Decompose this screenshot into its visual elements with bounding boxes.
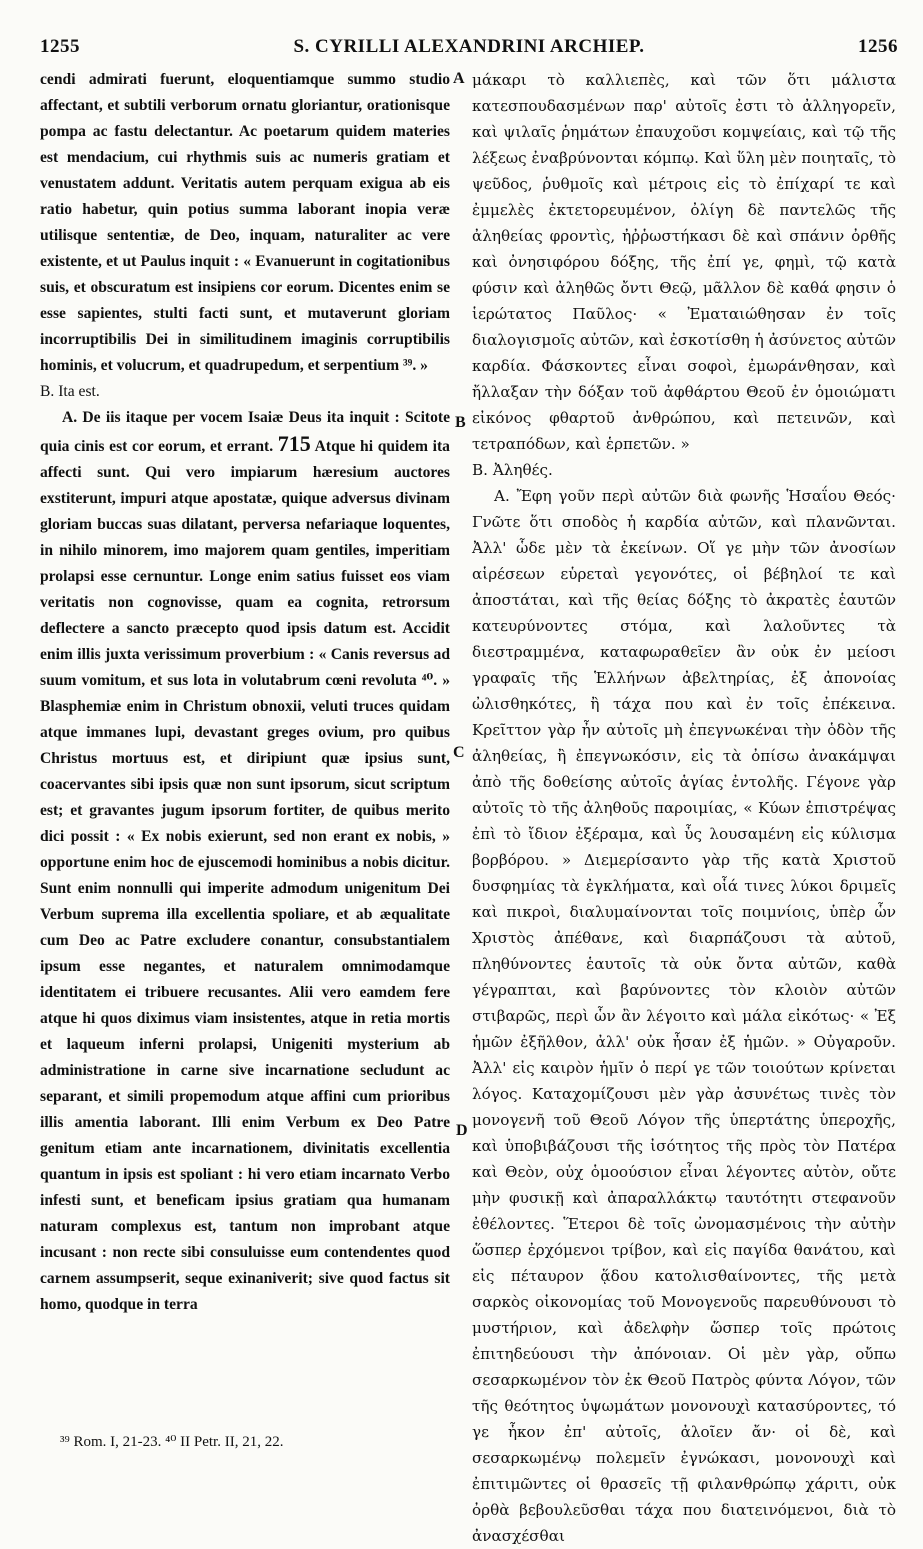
latin-paragraph-2 [40,405,450,1318]
latin-paragraph-2-start: A. De iis itaque per vocem Isaiæ Deus ita inquit : Scitote quia cinis est cor eorum, et errant. [40,409,450,455]
running-header [40,36,898,62]
latin-column [40,67,450,1318]
greek-speaker-b: B. Ἀληθές. [472,461,553,479]
running-title: S. CYRILLI ALEXANDRINI ARCHIEP. [293,36,645,57]
latin-paragraph-2-rest: Atque hi quidem ita affecti sunt. Qui vero impiarum hæresium auctores exstiterunt, impuri atque apostatæ, quique adversus divinam gloriam buccas suas dilatant, perversa nefariaque loquentes, in nihilo minorem, imo majorem quam gentiles, imperitiam prolapsi esse cernuntur. Longe enim satius fuisset eos viam veritatis non cognovisse, quam ea cognita, retrorsum deflectere a sancto præcepto quod ipsis datum est. Accidit enim illis juxta verissimum proverbium : « Canis reversus ad suum vomitum, et sus lota in volutabrum cœni revoluta ⁴⁰. » Blasphemiæ enim in Christum obnoxii, veluti truces quidam atque immanes lupi, devastant greges ovium, pro quibus Christus mortuus est, et diripiunt quæ ipsius sunt, coacervantes sibi ipsis quæ non sunt ipsorum, sicut scriptum est; et gravantes jugum ipsorum fortiter, de quibus merito dici possit : « Ex nobis exierunt, sed non erant ex nobis, » opportune enim hoc de ejuscemodi hominibus a nobis dicitur. Sunt enim nonnulli qui imperite admodum unigenitum Dei Verbum suprema illa excellentia spoliare, et ab æqualitate cum Deo ac Patre excludere conantur, consubstantialem ipsum esse negantes, et naturalem omnimodamque identitatem ei tribuere recusantes. Alii vero eamdem fere atque hi quos diximus viam insistentes, atque in retia mortis et laqueum inferni prolapsi, Unigeniti mysterium ab administratione in carne sive incarnatione secludunt ac separant, et simili propemodum atque affini cum prioribus illis amentia laborant. Illi enim Verbum ex Deo Patre genitum etiam ante incarnationem, divinitatis excellentia quantum in ipsis est spoliant : hi vero etiam incarnato Verbo infesti sunt, et beneficam ipsius gratiam qua humanam naturam complexus est, tantum non improbant atque incusant : non recte sibi consuluisse eum contendentes quod carnem assumpserit, seque exinaniverit; sive quod factus sit homo, quodque in terra [40,438,450,1313]
margin-marker-a: A [453,70,465,87]
margin-marker-d: D [456,1122,468,1139]
page-number-left: 1255 [40,36,80,57]
margin-marker-b: B [455,414,466,431]
column-number: 715 [277,431,311,456]
footnotes: ³⁹ Rom. I, 21-23. ⁴⁰ II Petr. II, 21, 22. [60,1434,284,1450]
margin-marker-c: C [453,744,465,761]
page-number-right: 1256 [858,36,898,57]
greek-paragraph-1: μάκαρι τὸ καλλιεπὲς, καὶ τῶν ὅτι μάλιστα κατεσπουδασμένων παρ' αὐτοῖς ἐστι τὸ ἀλληγορεῖν, καὶ ψιλαῖς ῥημάτων ἐπαυχοῦσι κομψείαις, καὶ τῷ τῆς λέξεως ἐναβρύνονται κόμπῳ. Καὶ ὕλη μὲν ποιηταῖς, τὸ ψεῦδος, ῥυθμοῖς καὶ μέτροις εἰς τὸ ἐπίχαρί τε καὶ ἐμμελὲς ἐκτετορευμένον, ὀλίγη δὲ παντελῶς τῆς ἀληθείας φροντὶς, ἠῤῥωστήκασι δὲ καὶ σπάνιν ὀρθῆς καὶ ὀνησιφόρου δόξης, τῆς ἐπί γε, φημὶ, τῷ κατὰ φύσιν καὶ ἀληθῶς ὄντι Θεῷ, μᾶλλον δὲ καθά φησιν ὁ ἱερώτατος Παῦλος· « Ἐματαιώθησαν ἐν τοῖς διαλογισμοῖς αὐτῶν, καὶ ἐσκοτίσθη ἡ ἀσύνετος αὐτῶν καρδία. Φάσκοντες εἶναι σοφοὶ, ἐμωράνθησαν, καὶ ἤλλαξαν τὴν δόξαν τοῦ ἀφθάρτου Θεοῦ ἐν ὁμοιώματι εἰκόνος φθαρτοῦ ἀνθρώπου, καὶ πετεινῶν, καὶ τετραπόδων, καὶ ἑρπετῶν. » [472,71,896,453]
latin-speaker-b: B. Ita est. [40,383,100,400]
greek-paragraph-2: A. Ἔφη γοῦν περὶ αὐτῶν διὰ φωνῆς Ἡσαΐου Θεός· Γνῶτε ὅτι σποδὸς ἡ καρδία αὐτῶν, καὶ πλανῶνται. Ἀλλ' ὧδε μὲν τὰ ἐκείνων. Οἵ γε μὴν τῶν ἀνοσίων αἱρέσεων εὑρεταὶ γεγονότες, οἱ βέβηλοί τε καὶ ἀποστάται, καὶ τῆς θείας δόξης τὸ ἀκρατὲς ἑαυτῶν κατευρύνοντες στόμα, καὶ λαλοῦντες τὰ διεστραμμένα, καταφωραθεῖεν ἂν οὐκ ἐν μείοσι γραφαῖς τῆς Ἑλλήνων ἀβελτηρίας, ἐξ ἀπονοίας ὠλισθηκότες, ἢ τάχα που καὶ ἐν τοῖς ἐπέκεινα. Κρεῖττον γὰρ ἦν αὐτοῖς μὴ ἐπεγνωκέναι τὴν ὁδὸν τῆς ἀληθείας, ἢ ἐπεγνωκόσιν, εἰς τὰ ὀπίσω ἀνακάμψαι ἀπὸ τῆς δοθείσης αὐτοῖς ἁγίας ἐντολῆς. Γέγονε γὰρ αὐτοῖς τὸ τῆς ἀληθοῦς παροιμίας, « Κύων ἐπιστρέψας ἐπὶ τὸ ἴδιον ἐξέραμα, καὶ ὗς λουσαμένη εἰς κύλισμα βορβόρου. » Διεμερίσαντο γὰρ τῆς κατὰ Χριστοῦ δυσφημίας τὰ ἐγκλήματα, καὶ οἷά τινες λύκοι δριμεῖς καὶ πικροὶ, διαλυμαίνονται τοῖς ποιμνίοις, ὑπὲρ ὧν Χριστὸς ἀπέθανε, καὶ διαρπάζουσι τὰ αὐτοῦ, πληθύνοντες ἑαυτοῖς τὰ οὐκ ὄντα αὐτῶν, καθὰ γέγραπται, καὶ βαρύνοντες τὸν κλοιὸν αὐτῶν στιβαρῶς, περὶ ὧν ἂν λέγοιτο καὶ μάλα εἰκότως· « Ἐξ ἡμῶν ἐξῆλθον, ἀλλ' οὐκ ἦσαν ἐξ ἡμῶν. » Οὐγαροῦν. Ἀλλ' εἰς καιρὸν ἡμῖν ὁ περί γε τῶν τοιούτων κρίνεται λόγος. Καταχομίζουσι μὲν γὰρ ἀσυνέτως τινὲς τὸν μονογενῆ τοῦ Θεοῦ Λόγον τῆς ὑπερτάτης ὑπεροχῆς, καὶ ὑποβιβάζουσι τῆς ἰσότητος τῆς πρὸς τὸν Πατέρα καὶ Θεὸν, οὐχ ὁμοούσιον εἶναι λέγοντες αὐτὸν, οὔτε μὴν φυσικῇ καὶ ἀπαραλλάκτῳ ταυτότητι στεφανοῦν ἐθέλοντες. Ἕτεροι δὲ τοῖς ὠνομασμένοις τὴν αὐτὴν ὥσπερ ἐρχόμενοι τρίβον, καὶ εἰς παγίδα θανάτου, καὶ εἰς πέταυρον ᾅδου κατολισθαίνοντες, τῆς μετὰ σαρκὸς οἰκονομίας τοῦ Μονογενοῦς παρευθύνουσι τὸ μυστήριον, καὶ ἀδελφὴν ὥσπερ τοῖς πρώτοις ἐπιτηδεύουσι τὴν ἀπόνοιαν. Οἱ μὲν γὰρ, οὔπω σεσαρκωμένον τὸν ἐκ Θεοῦ Πατρὸς φύντα Λόγον, τῶν τῆς θεότητος ὑψωμάτων μονονουχὶ κατασύροντες, τό γε ἧκον ἐπ' αὐτοῖς, ἀλοῖεν ἄν· οἱ δὲ, καὶ σεσαρκωμένῳ πολεμεῖν ἐγνώκασι, μονονουχὶ καὶ ἐπιτιμῶντες οἱ θρασεῖς τῇ φιλανθρώπῳ χάριτι, οὐκ ὀρθὰ βεβουλεῦσθαι τάχα που διατεινόμενοι, διὰ τὸ ἀνασχέσθαι [472,487,896,1545]
latin-paragraph-1: cendi admirati fuerunt, eloquentiamque summo studio affectant, et subtili verborum ornatu gloriantur, orationisque pompa ac fastu delectantur. Ac poetarum quidem materies est mendacium, cui rhythmis suis ac numeris gratiam et venustatem addunt. Veritatis autem perquam exigua ab eis ratio habetur, quin potius summa laborant inopia veræ utilisque sententiæ, de Deo, inquam, naturaliter ac vere existente, et ut Paulus inquit : « Evanuerunt in cogitationibus suis, et obscuratum est insipiens cor eorum. Dicentes enim se esse sapientes, stulti facti sunt, et mutaverunt gloriam incorruptibilis Dei in similitudinem imaginis corruptibilis hominis, et volucrum, et quadrupedum, et serpentium ³⁹. » [40,71,450,374]
greek-column [472,67,896,1549]
